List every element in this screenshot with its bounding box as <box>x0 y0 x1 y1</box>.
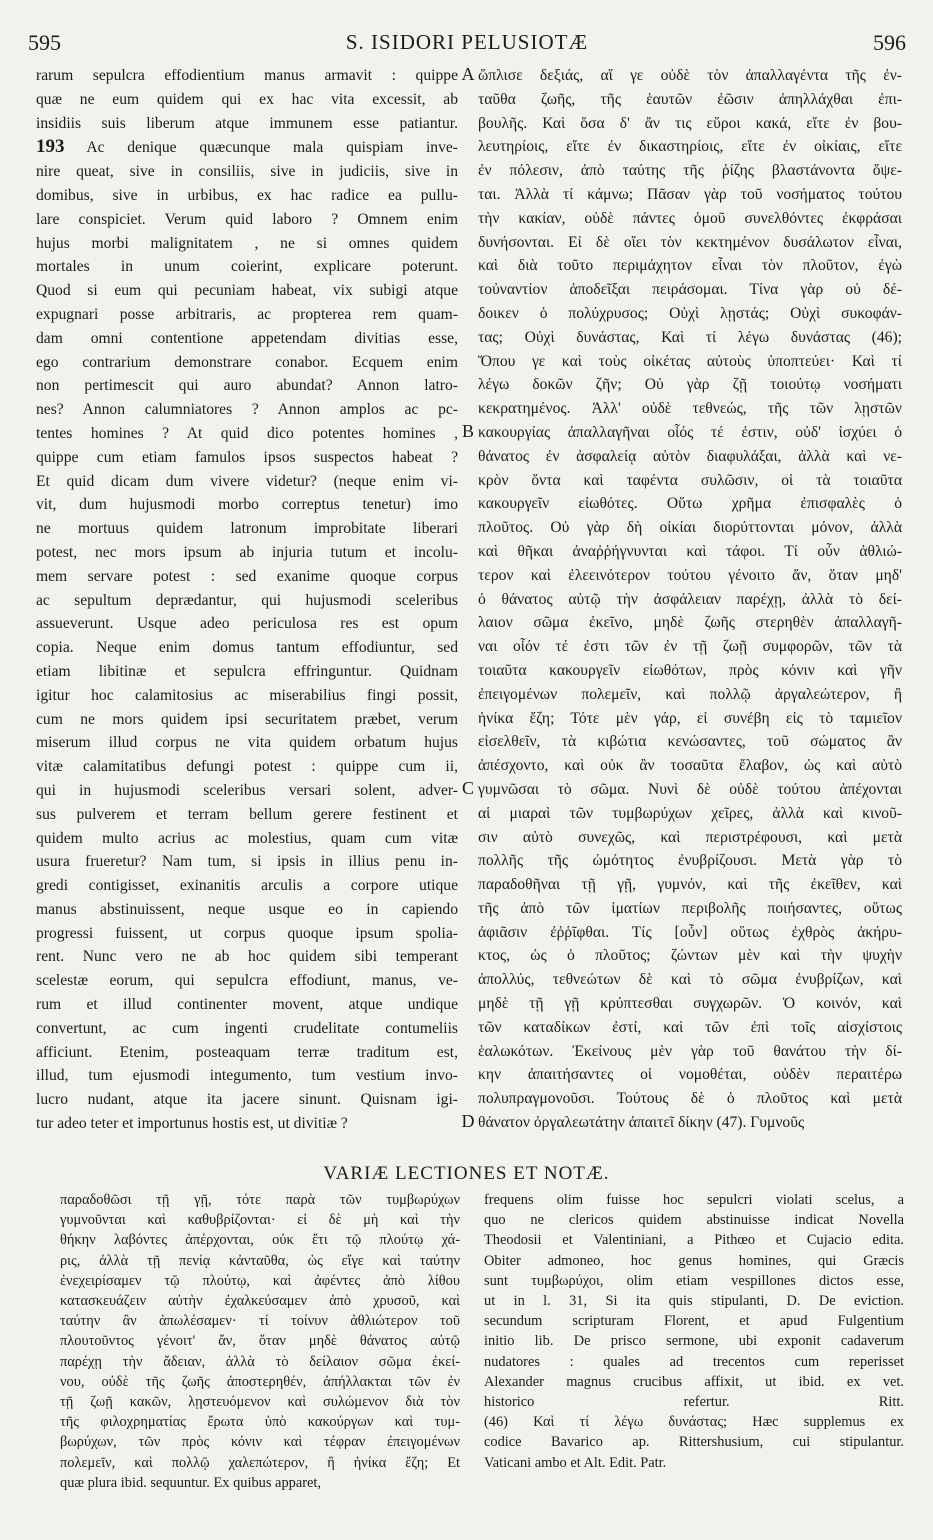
latin-text-line: lare conspiciet. Verum quid laboro ? Omnem enim <box>36 210 458 228</box>
latin-text-line: scelestæ eorum, qui sepulcra effodiunt, manus, ve- <box>36 972 458 990</box>
note-line: βωρύχων, τῶν πρὸς κόνιν καὶ τέφραν ἐπειγομένων <box>60 1434 460 1451</box>
greek-text-line: βουλῆς. Καὶ ὅσα δ' ἄν τις εὕροι κακά, εἴτε ἐν βου- <box>478 114 902 132</box>
greek-text-line: δοικεν ὁ πολύχρυσος; Οὐχὶ λῃστάς; Οὐχὶ συκοφάν- <box>478 304 902 322</box>
margin-letter-b: B <box>461 421 474 441</box>
latin-text-line: quæ ne eum quidem qui ex hac vita excessit, ab <box>36 90 458 108</box>
greek-text-line: θάνατος ἐν ἀσφαλείᾳ αὐτὸν διαφυλάξαι, ἀλλὰ καὶ νε- <box>478 447 902 465</box>
latin-text-line: Et quid dicam dum vivere videtur? (neque enim vi- <box>36 472 458 490</box>
margin-letter-c: C <box>461 778 474 798</box>
greek-text-line: ἡνίκα ἔζη; Τότε μὲν γάρ, εἰ συνέβη εἰς τὸ ταμιεῖον <box>478 709 902 727</box>
latin-text-line: cum ne mors quidem ipsi securitatem præbet, verum <box>36 710 458 728</box>
greek-text-line: πλοῦτος. Οὐ γὰρ δὴ οἰκίαι διορύττονται μόνον, ἀλλὰ <box>478 519 902 537</box>
latin-text-line: non pertimescit qui auro abundat? Annon latro- <box>36 377 458 395</box>
latin-text-line: mortales in unum coierint, explicare poterunt. <box>36 258 458 276</box>
greek-text-line: Ὅπου γε καὶ τοὺς οἰκέτας αὐτοὺς ὑποπτεύει· Καὶ τί <box>478 352 902 370</box>
latin-text-line: manus abstinuissent, neque usque eo in capiendo <box>36 900 458 918</box>
note-line: (46) Καὶ τί λέγω δυνάστας; Hæc supplemus ex <box>484 1414 904 1431</box>
greek-text-line: τῆς ἀπὸ τῶν ἱματίων περιβολῆς ποιήσαντες, οὕτως <box>478 899 902 917</box>
note-line: παραδοθῶσι τῇ γῇ, τότε παρὰ τῶν τυμβωρύχων <box>60 1192 460 1208</box>
latin-text-line: rent. Nunc vero ne ab hoc quidem sibi temperant <box>36 948 458 966</box>
note-line: Alexander magnus crucibus affixit, ut ibid. ex vet. <box>484 1373 904 1390</box>
greek-text-line: κην ἀπαιτήσαντες οἱ νομοθέται, οὐδὲν περαιτέρω <box>478 1066 902 1084</box>
margin-letter-d: D <box>461 1111 475 1131</box>
greek-text-line: πολλῆς τῆς ὠμότητος ἐνυβρίζουσι. Μετὰ γὰρ τὸ <box>478 852 902 870</box>
latin-text-line: ne mortuus quidem latronum improbitate liberari <box>36 520 458 538</box>
greek-text-line: κρὸν ὄντα καὶ ταφέντα συλῶσιν, οἱ τὰ τοιαῦτα <box>478 471 902 489</box>
latin-text-line: insidiis suis liberum atque immunem esse patiantur. <box>36 114 458 132</box>
greek-text-line: τας; Οὐχὶ δυνάστας, Καὶ τί λέγω δυνάστας (46); <box>478 328 902 346</box>
latin-text-line: ac sepultum deprædantur, qui hujusmodi sceleribus <box>36 591 458 609</box>
note-line: γυμνοῦνται καὶ καθυβρίζονται· εἰ δὲ μὴ καὶ τὴν <box>60 1212 460 1229</box>
running-title: S. ISIDORI PELUSIOTÆ <box>345 30 589 54</box>
greek-text-line: ὥπλισε δεξιάς, αἵ γε οὐδὲ τὸν ἀπαλλαγέντα τῆς ἐν- <box>478 67 902 84</box>
note-line: πολεμεῖν, καὶ πολλῷ χαλεπώτερον, ἢ ἡνίκα ἔζη; Et <box>60 1454 460 1471</box>
section-number: 193 <box>36 136 65 158</box>
latin-text-line: convertunt, ac cum ingenti crudelitate contumeliis <box>36 1019 458 1037</box>
greek-text-line: ἐν πόλεσιν, ἀπὸ ταύτης τῆς ῥίζης βλαστάνοντα ὄψε- <box>478 162 902 180</box>
note-line: Obiter admoneo, hoc genus homines, qui Græcis <box>484 1252 904 1269</box>
note-line: ρις, ἀλλὰ τῇ πενίᾳ κἀνταῦθα, ὡς εἴγε καὶ ταύτην <box>60 1252 460 1269</box>
greek-text-line: ἀπέσχοντο, καὶ οὐκ ἂν τοσαῦτα ἔλαβον, ὡς καὶ αὐτὸ <box>478 757 902 775</box>
greek-text-line: εἰσελθεῖν, τὰ κιβώτια κενώσαντες, τοῦ σώματος ἂν <box>478 733 902 751</box>
note-line: frequens olim fuisse hoc sepulcri violati scelus, a <box>484 1192 904 1208</box>
greek-text-line: καὶ θῆκαι ἀναῤῥήγνυνται καὶ τάφοι. Τί οὖν ἀθλιώ- <box>478 542 902 560</box>
text-line-rest: Ac denique quæcunque mala quispiam inve- <box>64 139 458 157</box>
greek-text-line: κεκρατημένος. Ἀλλ' οὐδὲ τεθνεώς, τῆς τῶν λῃστῶν <box>478 400 902 418</box>
greek-text-line: κτος, ὡς ὁ πλοῦτος; ζώντων μὲν καὶ τὴν ψυχὴν <box>478 947 902 965</box>
note-line: quæ plura ibid. sequuntur. Ex quibus apparet, <box>60 1474 321 1491</box>
latin-text-line: vit, dum hujusmodi morbo correptus tenetur) imo <box>36 496 458 514</box>
greek-text-line: πολυπραγμονοῦσι. Τούτους δὲ ὁ πλοῦτος καὶ μετὰ <box>478 1090 902 1108</box>
latin-text-line: assueverunt. Usque adeo periculosa res est opum <box>36 615 458 633</box>
note-line: πλουτοῦντος γένοιτ' ἄν, ὅταν μηδὲ θάνατος αὐτῷ <box>60 1333 460 1350</box>
latin-text-line: afficiunt. Etenim, posteaquam terræ traditum est, <box>36 1043 458 1061</box>
greek-text-line: τοιαῦτα κακουργεῖν εἰωθότων, πρὸς κόνιν καὶ γῆν <box>478 661 902 679</box>
notes-title: VARIÆ LECTIONES ET NOTÆ. <box>323 1163 610 1184</box>
note-line: secundum scripturam Florent, et apud Fulgentium <box>484 1313 904 1330</box>
latin-text-line: nire queat, sive in consiliis, sive in judiciis, sive in <box>36 163 458 181</box>
latin-text-line: expugnari posse arbitraris, ac propterea rem quam- <box>36 305 458 323</box>
greek-text-line: σιν αὐτὸ συνεχῶς, καὶ περιστρέφουσι, καὶ μετὰ <box>478 828 902 846</box>
greek-text-line: λαιον σῶμα ἐκεῖνο, μηδὲ ζωῆς στερηθὲν ἀπαλλαγῆ- <box>478 614 902 632</box>
note-line: παρέχῃ τὴν ἄδειαν, ἀλλὰ τὸ δείλαιον σῶμα ἐκεί- <box>60 1353 460 1370</box>
note-line: κατασκευάζειν αὐτὴν ἐχαλκεύσαμεν ἀπὸ χρυσοῦ, καὶ <box>60 1293 460 1310</box>
greek-text-line: τοὐναντίον ἀποδεῖξαι πειράσομαι. Τίνα γὰρ οὐ δέ- <box>478 281 902 299</box>
note-line: ut in l. 31, Si ita quis stipulanti, D. De eviction. <box>484 1293 904 1310</box>
latin-text-line: igitur hoc calamitosius ac miserabilius fingi possit, <box>36 686 458 704</box>
latin-text-line: nes? Annon calumniatores ? Annon amplos ac pc- <box>36 401 458 419</box>
latin-text-line: potest, nec mors ipsum ab injuria tutum et incolu- <box>36 543 458 561</box>
greek-text-line: λευτηρίοις, εἴτε ἐν δικαστηρίοις, εἴτε ἐν οἰκίαις, εἴτε <box>478 138 902 156</box>
note-line: nudatores : quales ad trecentos cum reperisset <box>484 1353 904 1370</box>
latin-text-line: ego contrarium demonstrare conabor. Ecquem enim <box>36 353 458 371</box>
greek-text-line: ναι οἷόν τέ ἐστι τῶν ἐν τῇ ζωῇ συμφορῶν, τῶν τὰ <box>478 638 902 656</box>
latin-text-line: mem servare potest : sed exanime quoque corpus <box>36 567 458 585</box>
latin-column <box>36 64 458 1136</box>
latin-text-line: lucro nudant, atque ita jacere sinunt. Quisnam igi- <box>36 1091 458 1109</box>
notes-left-column <box>60 1190 460 1493</box>
greek-text-line: ἑαλωκότων. Ἐκείνους μὲν γὰρ τοῦ θανάτου τὴν δί- <box>478 1042 902 1060</box>
note-line: τῇ ζωῇ κακῶν, λῃστευόμενον καὶ συλώμενον διὰ τὸν <box>60 1394 460 1411</box>
latin-text-line: copia. Neque enim domus tantum effodiuntur, sed <box>36 639 458 657</box>
greek-text-line: τὴν κακίαν, οὐδὲ πάντες ὁμοῦ συνελθόντες ἐκφράσαι <box>478 209 902 227</box>
greek-text-line: γυμνῶσαι τὸ σῶμα. Νυνὶ δὲ οὐδὲ τούτου ἀπέχονται <box>478 780 902 798</box>
greek-text-line: λέγω δοκῶν ζῆν; Οὐ γὰρ ζῇ τοιούτῳ νοσήματι <box>478 376 902 394</box>
latin-text-line: rum et illud continenter movent, atque undique <box>36 996 458 1014</box>
latin-text-line: hujus morbi malignitatem , ne si omnes quidem <box>36 234 458 252</box>
greek-text-line: ἀφιᾶσιν ἐῤῥῖφθαι. Τίς [οὖν] οὕτως ἐχθρὸς ἀκήρυ- <box>478 923 902 941</box>
latin-text-line <box>36 135 458 160</box>
latin-text-line: progressi fuissent, ut corpus quoque ipsum spolia- <box>36 924 458 942</box>
latin-text-line: Quod si eum qui pecuniam habeat, vix subigi atque <box>36 282 458 300</box>
note-line: ταύτην ἂν ἀπωλέσαμεν· τί τοίνυν ἀθλιώτερον τοῦ <box>60 1313 460 1330</box>
greek-text-line: ὁ θάνατος αὐτῷ τὴν ἀσφάλειαν παρέχῃ, ἀλλὰ τὸ δεί- <box>478 590 902 608</box>
note-line: initio lib. De prisco sermone, ubi exponit cadaverum <box>484 1333 904 1350</box>
latin-text-line: illud, tum ejusmodi integumento, tum vestium invo- <box>36 1067 458 1085</box>
greek-text-line: ται. Ἀλλὰ τί κάμνω; Πᾶσαν γὰρ τοῦ νοσήματος τούτου <box>478 185 902 203</box>
page-header <box>28 30 906 60</box>
page-number-right: 596 <box>873 30 906 55</box>
latin-text-line: miserum illud corpus ne vita quidem orbatum hujus <box>36 734 458 752</box>
margin-letter-a: A <box>461 64 475 84</box>
note-line: quo ne clericos quidem abstinuisse indicat Novella <box>484 1212 904 1229</box>
note-line: sunt τυμβωρύχοι, olim etiam vespillones dictos esse, <box>484 1272 904 1289</box>
greek-column <box>478 64 902 1135</box>
note-line: τῆς φιλοχρηματίας ἔρωτα ὑπὸ κακούργων καὶ τυμ- <box>60 1414 460 1431</box>
note-line: νου, οὐδὲ τῆς ζωῆς ἀποστερηθέν, ἀπήλλακται τῶν ἐν <box>60 1373 460 1390</box>
notes-right-column <box>484 1190 904 1473</box>
note-line: Vaticani ambo et Alt. Edit. Patr. <box>484 1454 667 1471</box>
latin-text-line: etiam libitinæ et sepulcra effringuntur. Quidnam <box>36 662 458 680</box>
greek-text-line: καὶ διὰ τοῦτο περιμάχητον εἶναι τὸν πλοῦτον, ἐγὼ <box>478 257 902 275</box>
greek-text-line: ταῦθα ζωῆς, τῆς ἑαυτῶν ἐῶσιν ἀπηλλάχθαι ἐπι- <box>478 90 902 108</box>
note-line: Theodosii et Valentiniani, a Pithœo et Cujacio edita. <box>484 1232 904 1249</box>
note-line: codice Bavarico ap. Rittershusium, cui stipulantur. <box>484 1434 904 1451</box>
latin-text-line: quippe cum etiam famulos ipsos suspectos habeat ? <box>36 448 458 466</box>
greek-text-line: μηδὲ τῇ γῇ κρύπτεσθαι συγχωρῶν. Ὁ κοινόν, καὶ <box>478 995 902 1013</box>
latin-text-line: quidem multo acrius ac molestius, quam cum vitæ <box>36 829 458 847</box>
latin-text-line: tentes homines ? At quid dico potentes homines , <box>36 424 458 442</box>
latin-text-line: usura frueretur? Nam tum, si ipsis in illius penu in- <box>36 853 458 871</box>
greek-text-line: τῶν καταδίκων ἐστί, καὶ τῶν ἐπὶ τοῖς αἰσχίστοις <box>478 1018 902 1036</box>
greek-text-line: κακουργεῖν εἰωθότες. Οὕτω χρῆμα ἐπισφαλὲς ὁ <box>478 495 902 513</box>
greek-text-line: ἀπολλύς, τεθνεώτων δὲ καὶ τὸ σῶμα ἐνυβρίζων, καὶ <box>478 971 902 989</box>
latin-text-line: rarum sepulcra effodientium manus armavit : quippe <box>36 67 458 84</box>
note-line: θήκην λαβόντες ἀπέρχονται, οὐκ ἔτι τῷ πλούτῳ χά- <box>60 1232 460 1249</box>
latin-text-line: tur adeo teter et importunus hostis est, ut divitiæ ? <box>36 1115 348 1133</box>
greek-text-line: παραδοθῆναι τῇ γῇ, γυμνόν, καὶ τῆς ἐκεῖθεν, καὶ <box>478 876 902 894</box>
note-line: ἐνεχειρίσαμεν τῷ πλούτῳ, καὶ ἀφέντες ἀπὸ λίθου <box>60 1272 460 1289</box>
page-number-left: 595 <box>28 30 61 55</box>
latin-text-line: domibus, sive in urbibus, ex hac radice ea pullu- <box>36 186 458 204</box>
greek-text-line: τερον καὶ ἐλεεινότερον τούτου γένοιτο ἄν, ὅταν μηδ' <box>478 566 902 584</box>
latin-text-line: vitæ calamitatibus defungi potest : quippe cum ii, <box>36 758 458 776</box>
latin-text-line: gredi contigisset, exinanitis arculis a corpore utique <box>36 877 458 895</box>
note-line: historico refertur. Ritt. <box>484 1394 904 1411</box>
greek-text-line: ἐπειγομένων πολεμεῖν, καὶ πολλῷ ἀργαλεώτερον, ἢ <box>478 685 902 703</box>
latin-text-line: dam omni contentione appetendam divitias esse, <box>36 329 458 347</box>
latin-text-line: qui in hujusmodi sceleribus versari solent, adver- <box>36 781 458 799</box>
greek-text-line: κακουργίας ἀπαλλαγῆναι οἷός τέ ἐστιν, οὐδ' ἰσχύει ὁ <box>478 423 902 441</box>
greek-text-line: δυνήσονται. Εἰ δὲ οἴει τὸν κεκτημένον δυσάλωτον εἶναι, <box>478 233 902 251</box>
greek-text-line: αἱ μιαραὶ τῶν τυμβωρύχων χεῖρες, ἀλλὰ καὶ κινοῦ- <box>478 804 902 822</box>
latin-text-line: sus pulverem et terram bellum gerere festinent et <box>36 805 458 823</box>
greek-text-line: θάνατον ὀργαλεωτάτην ἀπαιτεῖ δίκην (47). Γυμνοῦς <box>478 1114 805 1132</box>
